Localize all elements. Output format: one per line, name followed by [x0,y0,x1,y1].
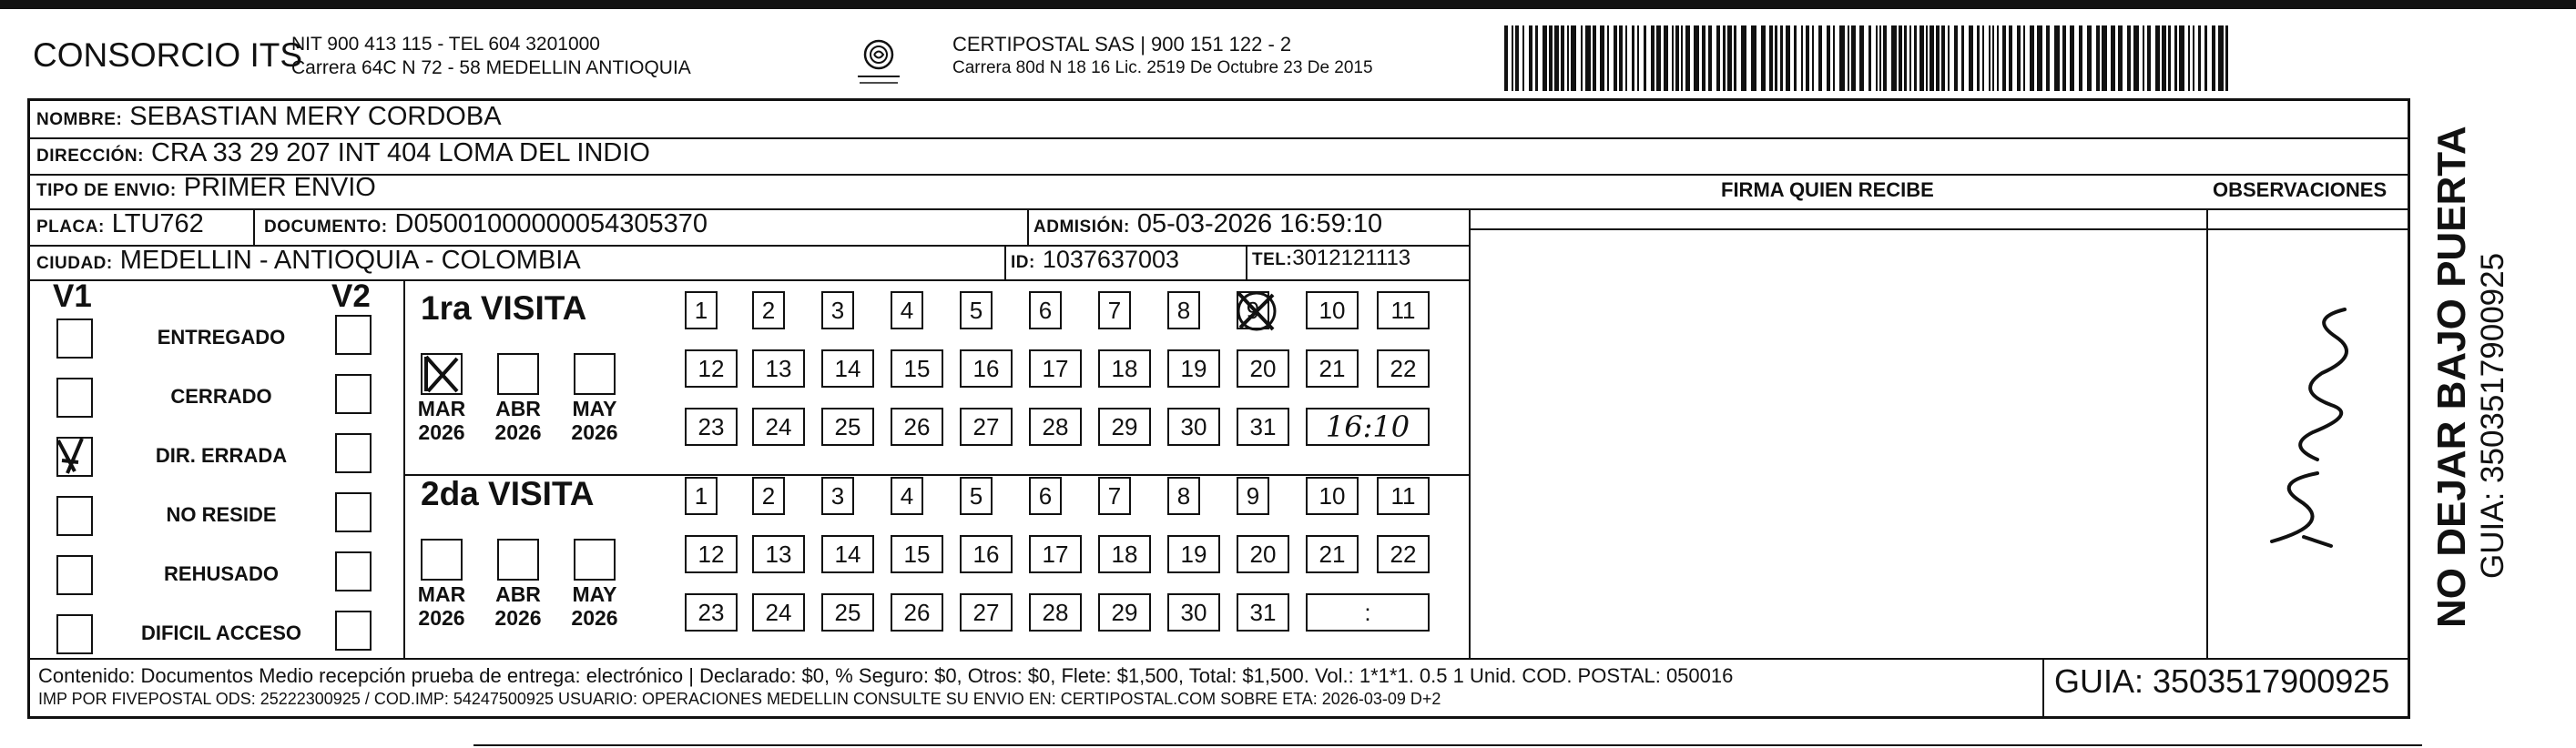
v2-checkbox[interactable] [335,433,372,473]
barcode-bar [1529,25,1532,91]
barcode-bar [1708,25,1712,91]
observaciones-heading: OBSERVACIONES [2213,178,2388,201]
ciudad-row [36,246,581,276]
v1-checkbox[interactable] [56,318,93,359]
barcode-bar [2179,25,2184,91]
barcode-bar [2079,25,2082,91]
barcode-bar [1982,25,1984,91]
barcode-bar [1515,25,1519,91]
barcode-bar [1929,25,1934,91]
day-box[interactable]: 4 [891,291,923,329]
barcode-bar [1694,25,1699,91]
month-label [567,582,622,630]
barcode-bar [2070,25,2074,91]
day-box[interactable]: 6 [1029,291,1062,329]
barcode-bar [1818,25,1822,91]
barcode-bar [1685,25,1690,91]
placa-value: LTU762 [111,209,204,238]
day-box[interactable]: 17 [1029,349,1082,388]
id-row [1011,246,1179,274]
barcode-bar [1851,25,1856,91]
barcode-bar [2198,25,2201,91]
day-box[interactable]: 30 [1167,408,1220,446]
barcode-bar [1664,25,1668,91]
barcode-bar [1941,25,1945,91]
placa-row [36,209,204,239]
barcode-bar [2204,25,2207,91]
day-box[interactable]: 9 [1237,477,1269,515]
barcode-bar [2155,25,2160,91]
bottom-border [473,744,2422,746]
barcode-bar [1656,25,1661,91]
status-option-label: NO RESIDE [166,503,277,526]
barcode-bar [1571,25,1576,91]
barcode-bar [2002,25,2006,91]
barcode-bar [1567,25,1569,91]
tipo-row [36,173,376,203]
status-option-label: DIFICIL ACCESO [140,622,301,644]
v1-checkbox[interactable] [56,496,93,536]
barcode-bar [1504,25,1508,91]
observation-handwriting [2226,273,2363,573]
day-box[interactable]: 29 [1098,408,1151,446]
barcode-bar [1936,25,1940,91]
direccion-label: DIRECCIÓN: [36,147,144,166]
day-box[interactable]: 22 [1377,535,1430,573]
day-box[interactable]: 20 [1237,535,1289,573]
id-value: 1037637003 [1042,246,1179,273]
barcode-bar [1801,25,1803,91]
certipostal-address: Carrera 80d N 18 16 Lic. 2519 De Octubre 23 De 2015 [952,58,1373,77]
barcode-bar [2188,25,2190,91]
day-box[interactable]: 12 [685,349,738,388]
documento-row [264,209,708,239]
barcode-bar [1997,25,1999,91]
barcode-bar [1989,25,1991,91]
barcode-bar [1672,25,1674,91]
barcode-bar [1891,25,1897,91]
visit-time-box[interactable]: 16:10 [1306,408,1430,446]
barcode-bar [1644,25,1646,91]
day-box[interactable]: 1 [685,477,718,515]
day-box[interactable]: 12 [685,535,738,573]
barcode-bar [2118,25,2123,91]
day-box[interactable]: 24 [752,593,805,632]
day-box[interactable]: 2 [752,477,785,515]
barcode-bar [1839,25,1845,91]
barcode-bar [2046,25,2050,91]
day-box[interactable]: 24 [752,408,805,446]
month-year: 2026 [418,606,465,630]
day-box[interactable]: 7 [1098,291,1131,329]
barcode-bar [1675,25,1679,91]
barcode-bar [1904,25,1907,91]
barcode-bar [1632,25,1634,91]
visit-title: 1ra VISITA [421,289,587,327]
barcode-bar [2102,25,2107,91]
day-box[interactable]: 25 [821,593,874,632]
barcode-bar [1876,25,1878,91]
company-nit: NIT 900 413 115 - TEL 604 3201000 [291,34,600,55]
barcode-bar [1833,25,1835,91]
barcode-bar [1769,25,1773,91]
barcode-bar [1723,25,1726,91]
day-box[interactable]: 18 [1098,535,1151,573]
barcode-bar [1549,25,1553,91]
barcode-bar [1681,25,1683,91]
day-box[interactable]: 11 [1377,291,1430,329]
day-box[interactable]: 5 [960,291,993,329]
barcode-bar [1827,25,1830,91]
barcode-bar [1512,25,1513,91]
status-option-label: CERRADO [170,385,272,408]
day-box[interactable]: 31 [1237,408,1289,446]
barcode-bar [1702,25,1705,91]
barcode-bar [1812,25,1814,91]
v1-checkbox[interactable] [56,378,93,418]
day-box[interactable]: 10 [1306,291,1359,329]
barcode-bar [1914,25,1917,91]
certipostal-name: CERTIPOSTAL SAS | 900 151 122 - 2 [952,33,1292,56]
month-name: MAY [572,397,617,420]
barcode-bar [1868,25,1871,91]
month-year: 2026 [494,420,542,444]
day-box[interactable]: 27 [960,408,1013,446]
month-name: MAY [572,582,617,606]
nombre-value: SEBASTIAN MERY CORDOBA [129,102,502,131]
month-label [567,397,622,444]
month-name: ABR [495,582,541,606]
tel-row [1252,246,1410,271]
day-box[interactable]: 19 [1167,535,1220,573]
barcode-bar [1961,25,1964,91]
firma-heading: FIRMA QUIEN RECIBE [1721,178,1934,201]
day-box[interactable]: 15 [891,535,943,573]
day-box[interactable]: 26 [891,593,943,632]
barcode-bar [2054,25,2060,91]
v1-checkbox[interactable] [56,555,93,595]
day-box[interactable]: 21 [1306,535,1359,573]
barcode-bar [1954,25,1958,91]
documento-label: DOCUMENTO: [264,217,388,237]
day-box[interactable]: 17 [1029,535,1082,573]
month-checkbox[interactable] [574,353,616,395]
v2-checkbox[interactable] [335,611,372,651]
barcode-bar [1919,25,1924,91]
day-box[interactable]: 25 [821,408,874,446]
day-box[interactable]: 16 [960,535,1013,573]
barcode-bar [1879,25,1881,91]
placa-label: PLACA: [36,217,105,237]
day-box[interactable]: 2 [752,291,785,329]
barcode-bar [1614,25,1617,91]
barcode-bar [2133,25,2139,91]
day-box[interactable]: 14 [821,535,874,573]
barcode-bar [1619,25,1623,91]
month-year: 2026 [494,606,542,630]
barcode-bar [1926,25,1928,91]
day-box[interactable]: 15 [891,349,943,388]
day-box[interactable]: 30 [1167,593,1220,632]
day-box[interactable]: 8 [1167,291,1200,329]
day-box[interactable]: 13 [752,349,805,388]
day-box[interactable]: 10 [1306,477,1359,515]
barcode-bar [1625,25,1627,91]
visit-title: 2da VISITA [421,475,595,512]
month-label [491,397,545,444]
month-name: MAR [417,582,466,606]
barcode-bar [1727,25,1732,91]
v2-checkbox[interactable] [335,374,372,414]
barcode-bar [1761,25,1766,91]
barcode-bar [2096,25,2100,91]
barcode-bar [2111,25,2115,91]
tipo-value: PRIMER ENVIO [183,173,376,202]
day-box[interactable]: 8 [1167,477,1200,515]
barcode-bar [1561,25,1564,91]
company-name: CONSORCIO ITS [33,36,303,74]
barcode-bar [1554,25,1559,91]
v2-checkbox[interactable] [335,315,372,355]
month-label [414,582,469,630]
barcode-bar [1775,25,1777,91]
documento-value: D05001000000054305370 [394,209,708,238]
month-name: MAR [417,397,466,420]
month-year: 2026 [418,420,465,444]
barcode-bar [2062,25,2066,91]
barcode-bar [2193,25,2194,91]
direccion-row [36,138,650,168]
barcode-bar [1741,25,1746,91]
day-box[interactable]: 29 [1098,593,1151,632]
day-box[interactable]: 9 [1237,291,1269,329]
month-checkbox[interactable] [421,353,463,395]
barcode-bar [2143,25,2144,91]
barcode-bar [1543,25,1547,91]
day-box[interactable]: 19 [1167,349,1220,388]
visit-time-box[interactable]: : [1306,593,1430,632]
barcode-bar [2225,25,2228,91]
day-box[interactable]: 22 [1377,349,1430,388]
v1-heading: V1 [53,278,92,314]
barcode-bar [1794,25,1797,91]
barcode-bar [1651,25,1655,91]
month-checkbox[interactable] [574,539,616,581]
day-box[interactable]: 28 [1029,408,1082,446]
barcode-bar [1859,25,1864,91]
barcode-bar [1992,25,1994,91]
barcode-bar [1909,25,1911,91]
day-box[interactable]: 14 [821,349,874,388]
day-box[interactable]: 18 [1098,349,1151,388]
ciudad-value: MEDELLIN - ANTIOQUIA - COLOMBIA [119,246,581,275]
barcode-bar [1637,25,1639,91]
day-box[interactable]: 1 [685,291,718,329]
barcode-bar [1780,25,1783,91]
month-label [414,397,469,444]
barcode-bar [2023,25,2025,91]
day-box[interactable]: 16 [960,349,1013,388]
day-box[interactable]: 23 [685,593,738,632]
month-checkbox[interactable] [421,539,463,581]
day-box[interactable]: 3 [821,291,854,329]
admision-value: 05-03-2026 16:59:10 [1136,209,1383,238]
day-box[interactable]: 13 [752,535,805,573]
barcode-bar [1751,25,1756,91]
barcode-bar [1522,25,1524,91]
day-box[interactable]: 7 [1098,477,1131,515]
guia-number: GUIA: 3503517900925 [2054,662,2390,700]
status-option-label: REHUSADO [164,562,279,585]
id-label: ID: [1011,253,1035,272]
barcode-bar [1948,25,1950,91]
month-checkbox[interactable] [497,353,539,395]
nombre-label: NOMBRE: [36,110,123,129]
barcode-bar [1593,25,1596,91]
barcode-bar [2017,25,2021,91]
barcode-bar [1581,25,1583,91]
barcode-bar [2218,25,2224,91]
company-info [291,33,691,80]
company-address: Carrera 64C N 72 - 58 MEDELLIN ANTIOQUIA [291,57,691,78]
month-name: ABR [495,397,541,420]
footer-content: Contenido: Documentos Medio recepción prueba de entrega: electrónico | Declarado: $0, % Seguro: $0, Otros: $0, Flete: $1,500, Total: $1,500. Vol.: 1*1*1. 0.5 1 Unid. COD. POSTAL: 050016 [38,664,1734,687]
month-year: 2026 [571,606,618,630]
v1-checkbox[interactable] [56,614,93,654]
day-box[interactable]: 21 [1306,349,1359,388]
barcode-bar [1883,25,1887,91]
side-warning: NO DEJAR BAJO PUERTA [2429,126,2474,628]
barcode-bar [1600,25,1604,91]
month-label [491,582,545,630]
day-box[interactable]: 26 [891,408,943,446]
barcode-bar [1969,25,1973,91]
barcode-bar [2127,25,2131,91]
day-box[interactable]: 11 [1377,477,1430,515]
barcode-bar [2147,25,2151,91]
month-checkbox[interactable] [497,539,539,581]
barcode-bar [1716,25,1720,91]
certipostal-info [952,33,1373,80]
tel-value: 3012121113 [1292,246,1411,270]
direccion-value: CRA 33 29 207 INT 404 LOMA DEL INDIO [150,138,650,167]
barcode-bar [2037,25,2042,91]
barcode-bar [1535,25,1538,91]
barcode-bar [2168,25,2171,91]
certipostal-seal-icon [847,33,911,96]
side-guia: GUIA: 3503517900925 [2475,252,2510,579]
barcode-bar [2174,25,2177,91]
barcode-bar [1899,25,1902,91]
day-box[interactable]: 6 [1029,477,1062,515]
status-option-label: ENTREGADO [157,326,286,349]
day-box[interactable]: 28 [1029,593,1082,632]
nombre-row [36,102,502,132]
v2-heading: V2 [331,278,371,314]
ciudad-label: CIUDAD: [36,254,113,273]
admision-label: ADMISIÓN: [1033,217,1130,237]
footer-print-info: IMP POR FIVEPOSTAL ODS: 25222300925 / COD.IMP: 54247500925 USUARIO: OPERACIONES MEDELLIN CONSULTE SU ENVIO EN: CERTIPOSTAL.COM SOBRE ETA: 2026-03-09 D+2 [38,690,1441,708]
day-box[interactable]: 4 [891,477,923,515]
day-box[interactable]: 31 [1237,593,1289,632]
barcode-bar [1734,25,1736,91]
barcode-bar [1977,25,1980,91]
month-year: 2026 [571,420,618,444]
barcode-bar [1607,25,1609,91]
barcode-bar [2162,25,2166,91]
barcode-bar [2030,25,2034,91]
barcode-bar [1848,25,1849,91]
day-box[interactable]: 5 [960,477,993,515]
barcode [1502,25,2231,91]
status-option-label: DIR. ERRADA [155,444,288,467]
top-border [0,0,2576,9]
day-box[interactable]: 20 [1237,349,1289,388]
day-box[interactable]: 3 [821,477,854,515]
barcode-bar [2009,25,2012,91]
v2-checkbox[interactable] [335,492,372,532]
admision-row [1033,209,1382,239]
tipo-label: TIPO DE ENVIO: [36,181,177,200]
barcode-bar [2212,25,2215,91]
v2-checkbox[interactable] [335,551,372,591]
barcode-bar [2087,25,2092,91]
v1-checkbox[interactable] [56,437,93,477]
barcode-bar [1806,25,1809,91]
tel-label: TEL: [1252,250,1293,269]
day-box[interactable]: 27 [960,593,1013,632]
day-box[interactable]: 23 [685,408,738,446]
barcode-bar [1786,25,1790,91]
barcode-bar [1585,25,1591,91]
